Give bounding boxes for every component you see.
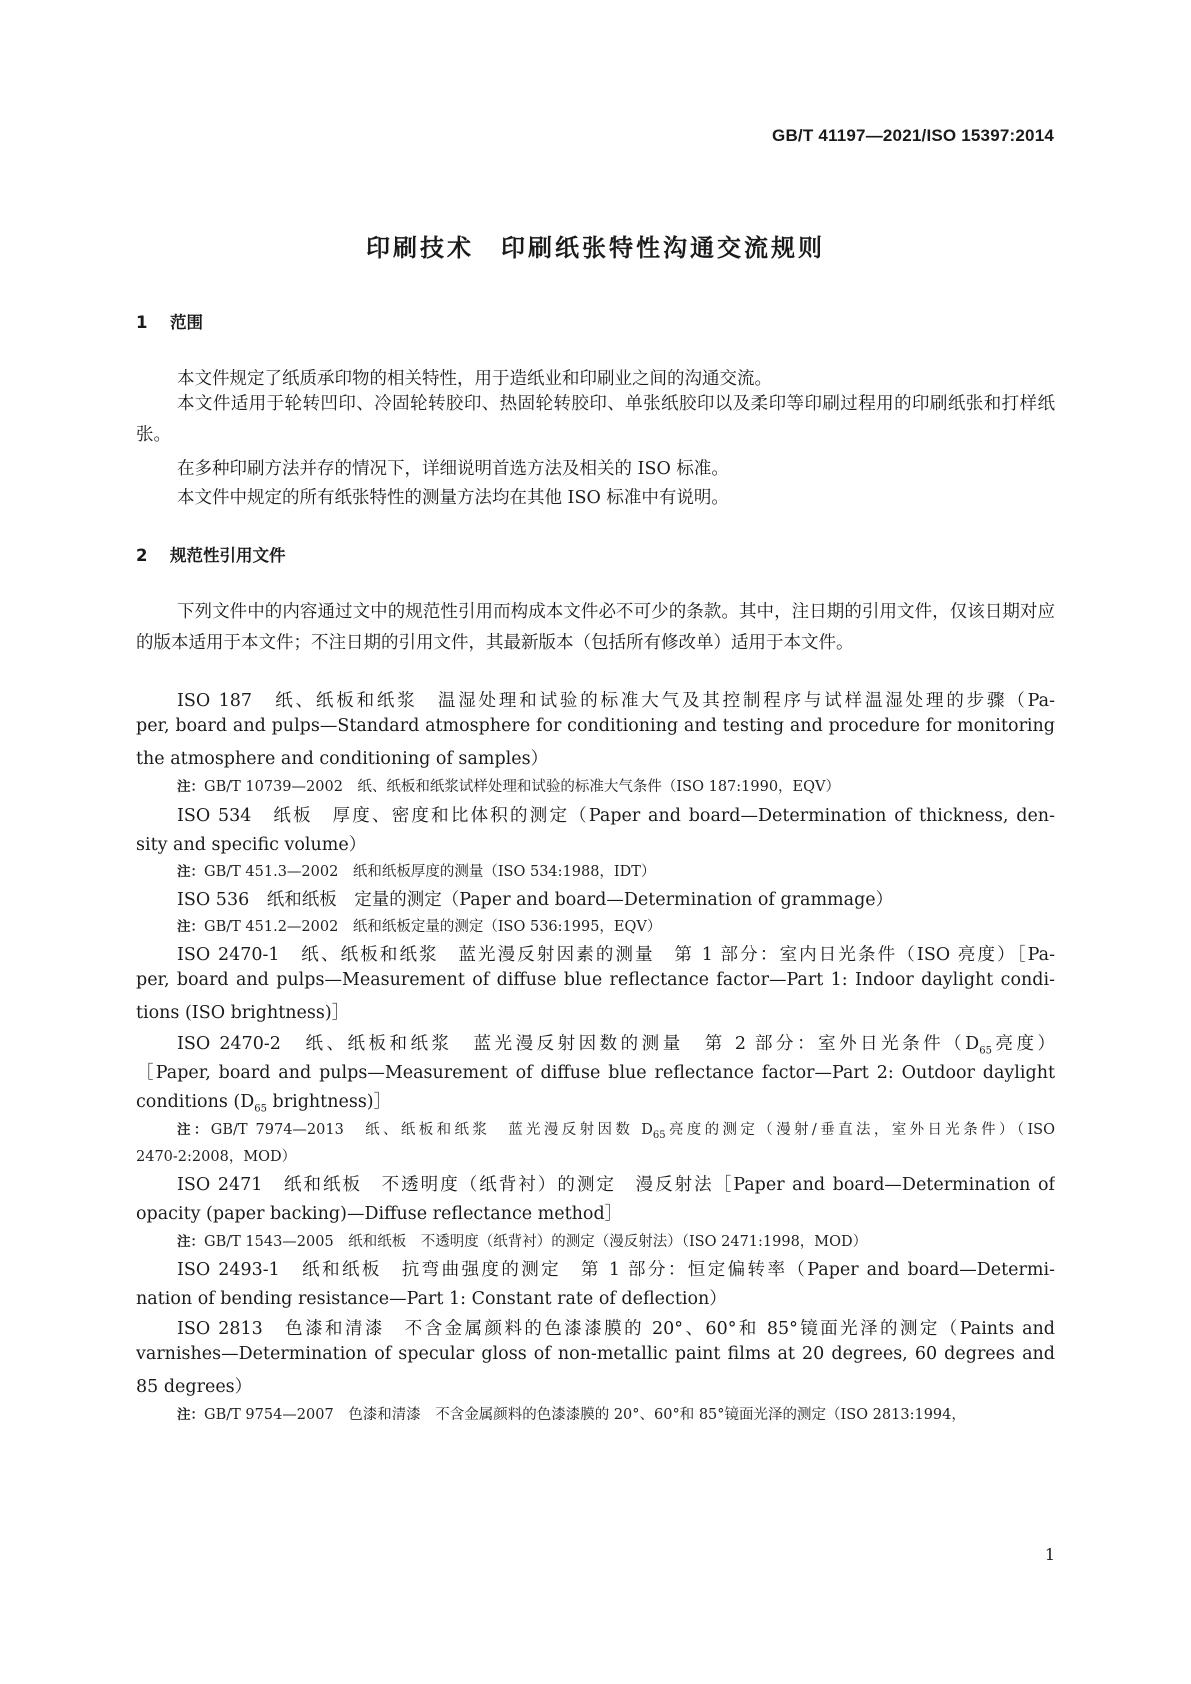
ref-iso187-note: [177, 775, 840, 796]
ref-text: 亮度）: [991, 1034, 1055, 1054]
ref-iso2470-1-line2: per, board and pulps—Measurement of diffuse blue reflectance factor—Part 1: Indoor daylight condi-: [136, 970, 1055, 990]
document-title: 印刷技术 印刷纸张特性沟通交流规则: [366, 234, 825, 262]
note-text: GB/T 451.3—2002 纸和纸板厚度的测量（ISO 534:1988，IDT）: [204, 864, 656, 880]
note-text: GB/T 1543—2005 纸和纸板 不透明度（纸背衬）的测定（漫反射法）（ISO 2471:1998，MOD）: [204, 1234, 868, 1250]
section-1-number: 1: [136, 313, 148, 332]
section-1-title: 范围: [170, 313, 203, 332]
section-2-intro: 下列文件中的内容通过文中的规范性引用而构成本文件必不可少的条款。其中，注日期的引用文件，仅该日期对应的版本适用于本文件；不注日期的引用文件，其最新版本（包括所有修改单）适用于本文件。: [136, 602, 1055, 653]
ref-iso187-line3: the atmosphere and conditioning of samples）: [136, 749, 549, 769]
note-label: 注：: [177, 1234, 204, 1250]
ref-iso2471-line2: opacity (paper backing)—Diffuse reflectance method］: [136, 1204, 623, 1224]
page-number: 1: [1044, 1545, 1055, 1564]
section-1-p2: 本文件适用于轮转凹印、冷固轮转胶印、热固轮转胶印、单张纸胶印以及柔印等印刷过程用的印刷纸张和打样纸张。: [136, 394, 1055, 445]
ref-iso536-note: [177, 915, 661, 936]
ref-iso2470-2-note-cont: 2470-2:2008，MOD）: [136, 1149, 297, 1165]
ref-iso534-note: [177, 860, 655, 881]
ref-iso536-line1: ISO 536 纸和纸板 定量的测定（Paper and board—Determination of grammage）: [177, 890, 894, 910]
ref-iso534-line2: sity and specific volume）: [136, 835, 367, 855]
note-text: GB/T 7974—2013 纸、纸板和纸浆 蓝光漫反射因数 D: [210, 1122, 653, 1138]
ref-text: ISO 2470-2 纸、纸板和纸浆 蓝光漫反射因数的测量 第 2 部分：室外日光条件（D: [177, 1034, 980, 1054]
ref-iso187-line2: per, board and pulps—Standard atmosphere for conditioning and testing and procedure for monitoring: [136, 716, 1055, 736]
note-text: GB/T 10739—2002 纸、纸板和纸浆试样处理和试验的标准大气条件（ISO 187:1990，EQV）: [204, 779, 840, 795]
section-1-p4: 本文件中规定的所有纸张特性的测量方法均在其他 ISO 标准中有说明。: [177, 488, 729, 508]
ref-iso2813-line3: 85 degrees）: [136, 1377, 253, 1397]
ref-iso2471-line1: ISO 2471 纸和纸板 不透明度（纸背衬）的测定 漫反射法［Paper and board—Determination of: [177, 1175, 1055, 1195]
note-text: GB/T 9754—2007 色漆和清漆 不含金属颜料的色漆漆膜的 20°、60°和 85°镜面光泽的测定（ISO 2813:1994，: [204, 1407, 966, 1423]
ref-iso2813-line2: varnishes—Determination of specular gloss of non-metallic paint films at 20 degrees, 60 degrees and: [136, 1344, 1055, 1364]
ref-text: brightness)］: [266, 1092, 392, 1112]
subscript-65: 65: [652, 1129, 666, 1138]
section-2-title: 规范性引用文件: [170, 546, 286, 565]
note-label: 注：: [177, 919, 204, 935]
ref-iso2470-2-line2: ［Paper, board and pulps—Measurement of diffuse blue reflectance factor—Part 2: Outdoor daylight: [136, 1063, 1055, 1083]
ref-iso2471-note: [177, 1230, 867, 1251]
ref-iso2470-1-line3: tions (ISO brightness)］: [136, 1003, 350, 1023]
note-label: 注：: [177, 1407, 204, 1423]
ref-iso2470-2-line3: [136, 1088, 1055, 1115]
section-1-p1: 本文件规定了纸质承印物的相关特性，用于造纸业和印刷业之间的沟通交流。: [177, 369, 772, 389]
section-2-heading: [136, 542, 286, 566]
note-text: GB/T 451.2—2002 纸和纸板定量的测定（ISO 536:1995，EQV）: [204, 919, 662, 935]
ref-text: conditions (D: [136, 1092, 255, 1112]
section-1-p3: 在多种印刷方法并存的情况下，详细说明首选方法及相关的 ISO 标准。: [177, 459, 729, 479]
note-label: 注：: [177, 864, 204, 880]
standard-code: GB/T 41197—2021/ISO 15397:2014: [772, 126, 1054, 145]
note-text: 亮度的测定（漫射/垂直法，室外日光条件）（ISO: [665, 1122, 1055, 1138]
ref-iso2493-1-line2: nation of bending resistance—Part 1: Constant rate of deflection）: [136, 1289, 727, 1309]
section-2-number: 2: [136, 546, 148, 565]
ref-iso2813-note: [177, 1403, 966, 1424]
ref-iso187-line1: ISO 187 纸、纸板和纸浆 温湿处理和试验的标准大气及其控制程序与试样温湿处理的步骤（Pa-: [177, 691, 1055, 711]
note-label: 注：: [177, 1122, 211, 1138]
ref-iso2493-1-line1: ISO 2493-1 纸和纸板 抗弯曲强度的测定 第 1 部分：恒定偏转率（Paper and board—Determi-: [177, 1260, 1055, 1280]
ref-iso534-line1: ISO 534 纸板 厚度、密度和比体积的测定（Paper and board—Determination of thickness, den-: [177, 806, 1055, 826]
section-1-heading: [136, 309, 203, 333]
ref-iso2470-2-note: [177, 1118, 1055, 1138]
subscript-65: 65: [979, 1045, 992, 1054]
ref-iso2813-line1: ISO 2813 色漆和清漆 不含金属颜料的色漆漆膜的 20°、60°和 85°镜面光泽的测定（Paints and: [177, 1319, 1055, 1339]
subscript-65: 65: [254, 1103, 267, 1115]
ref-iso2470-1-line1: ISO 2470-1 纸、纸板和纸浆 蓝光漫反射因素的测量 第 1 部分：室内日光条件（ISO 亮度）［Pa-: [177, 945, 1055, 965]
ref-iso2470-2-line1: [177, 1030, 1055, 1054]
note-label: 注：: [177, 779, 204, 795]
